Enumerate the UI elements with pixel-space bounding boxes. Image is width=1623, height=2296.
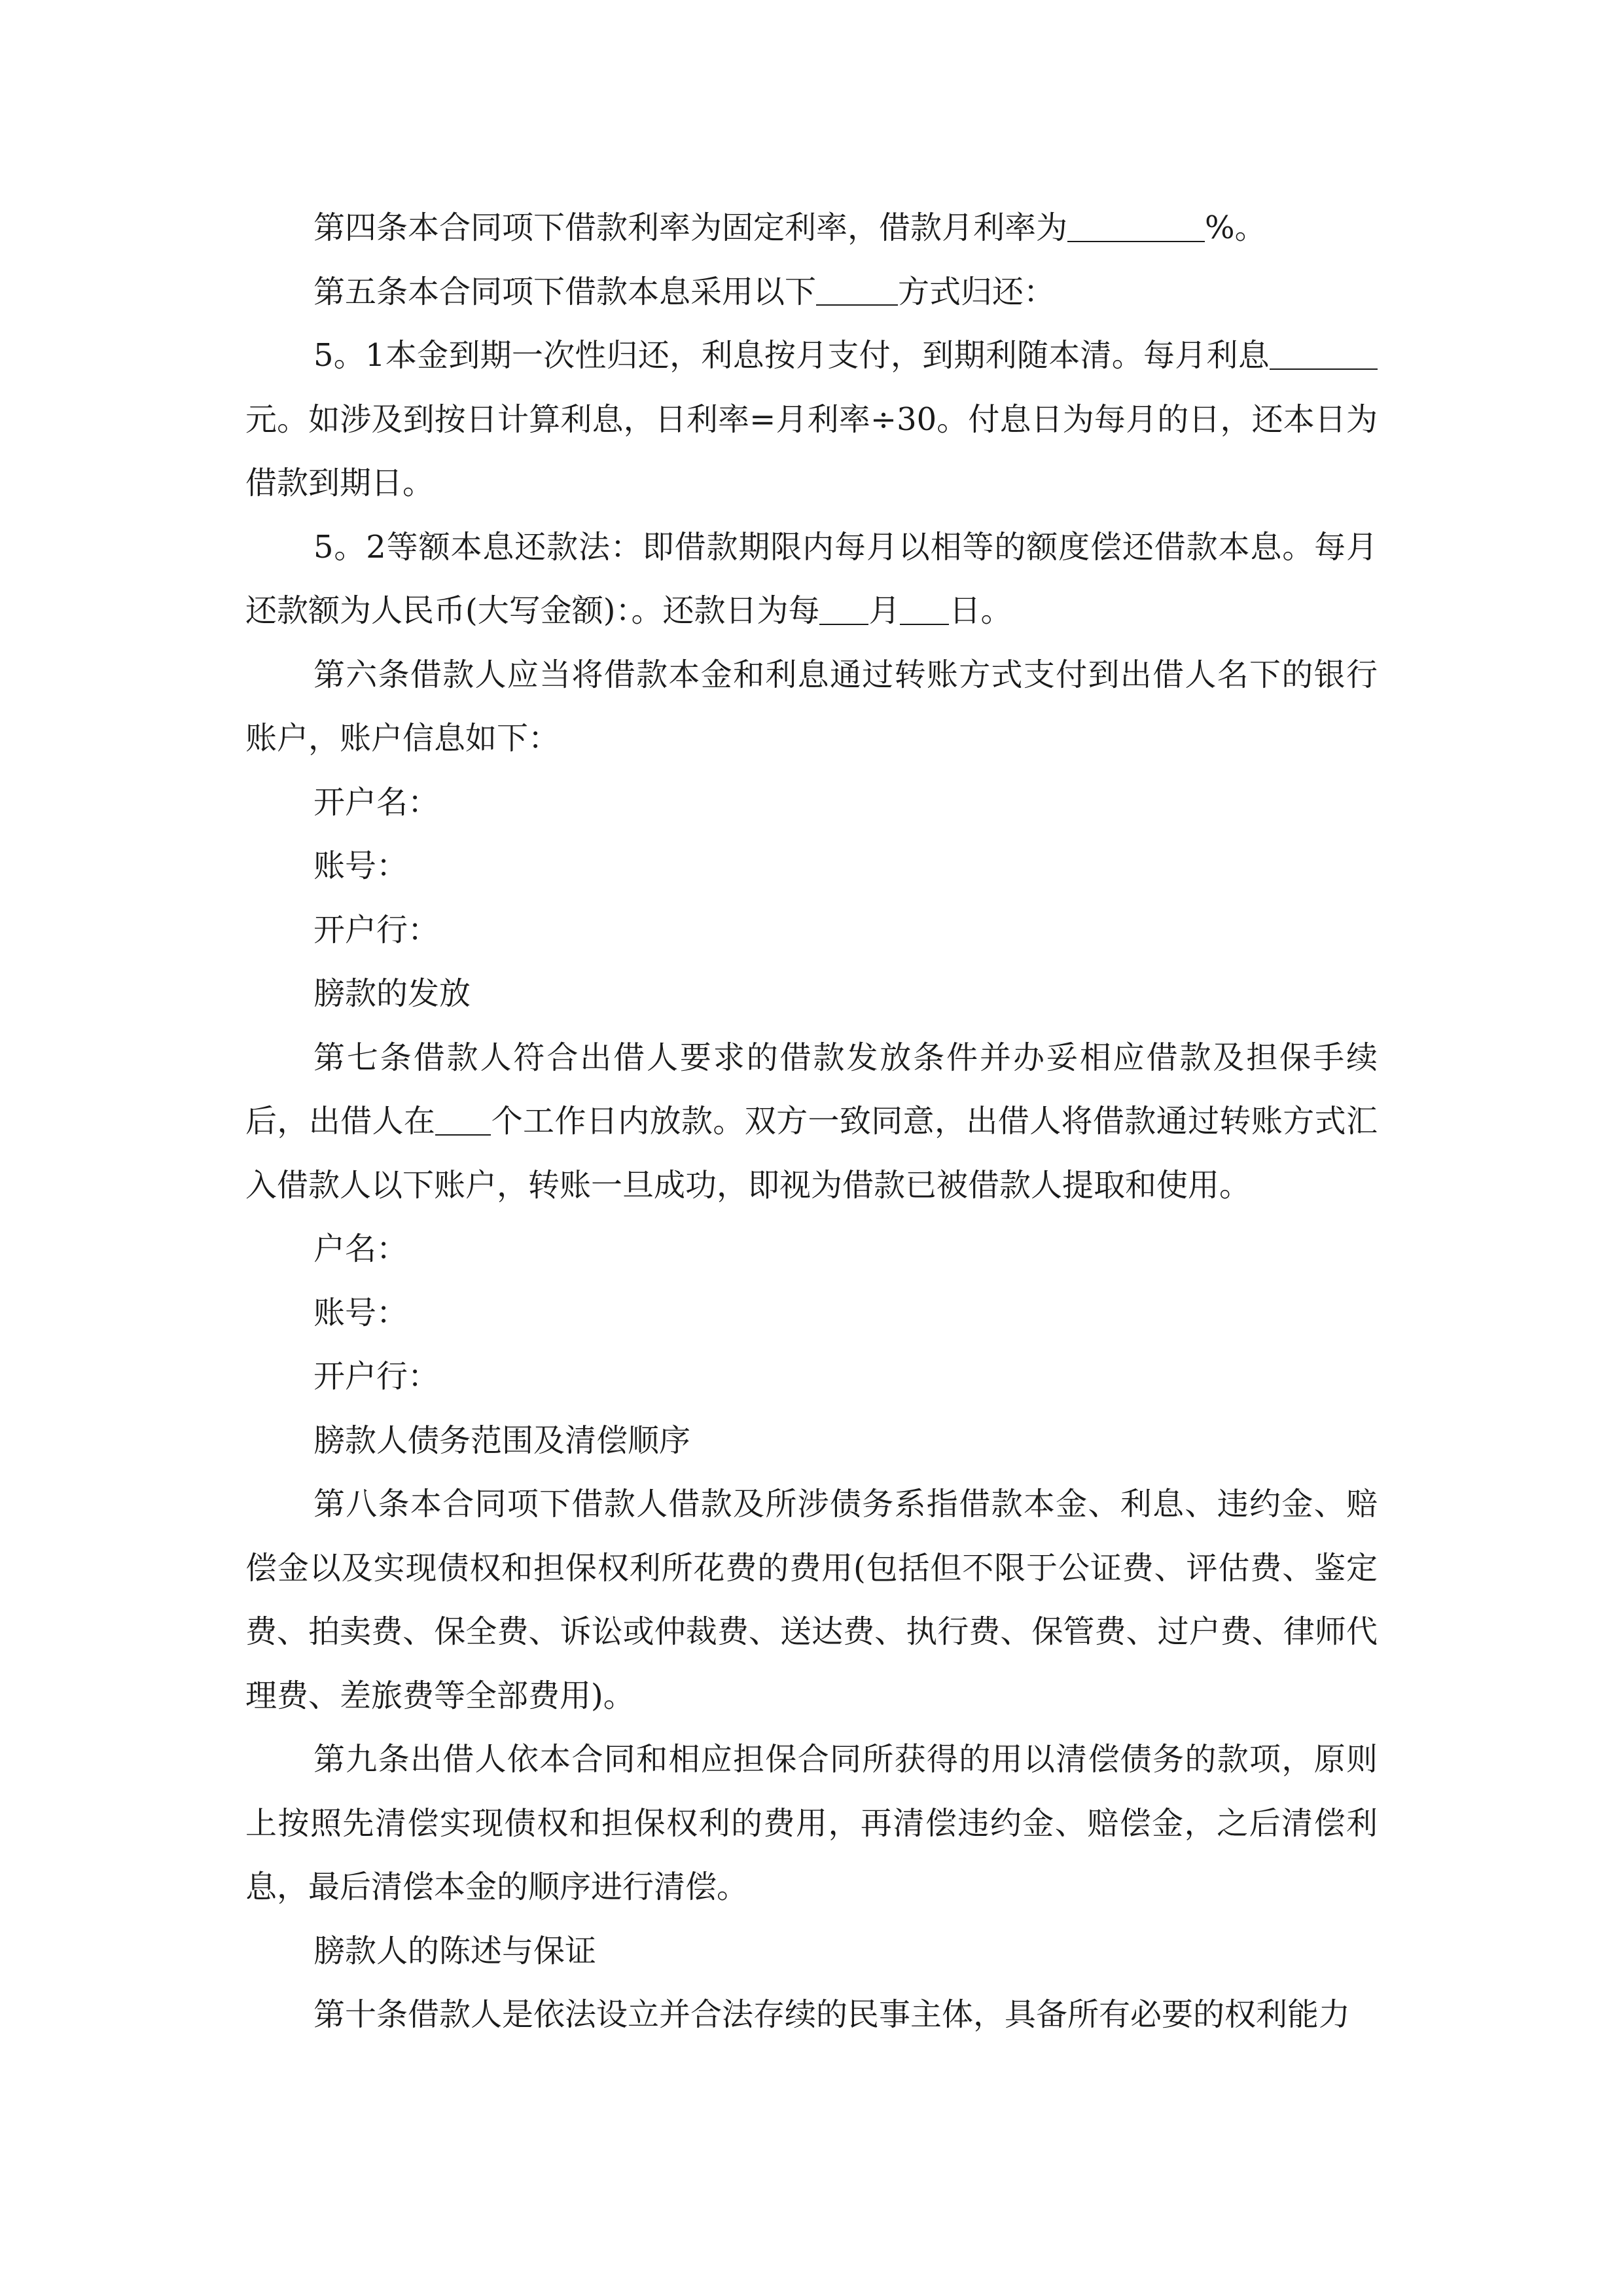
clause-5-1: 5。1本金到期一次性归还，利息按月支付，到期利随本清。每月利息元。如涉及到按日计算利息，日利率=月利率÷30。付息日为每月的日，还本日为借款到期日。 (245, 337, 1378, 501)
lender-account-number: 账号： (313, 848, 408, 884)
borrower-account-number: 账号： (313, 1294, 408, 1331)
article-6: 第六条借款人应当将借款本金和利息通过转账方式支付到出借人名下的银行账户，账户信息如下： (245, 656, 1378, 757)
article-8: 第八条本合同项下借款人借款及所涉债务系指借款本金、利息、违约金、赔偿金以及实现债权和担保权利所花费的费用(包括但不限于公证费、评估费、鉴定费、拍卖费、保全费、诉讼或仲裁费、送达费、执行费、保管费、过户费、律师代理费、差旅费等全部费用)。 (245, 1486, 1378, 1714)
blank-monthly-rate (1067, 209, 1205, 242)
section-heading-representations: 膀款人的陈述与保证 (313, 1932, 597, 1969)
blank-repay-method (816, 273, 898, 306)
blank-repay-month (819, 592, 868, 625)
lender-account-name: 开户名： (313, 783, 440, 821)
blank-monthly-interest (1270, 337, 1378, 370)
blank-working-days (435, 1103, 491, 1136)
lender-account-bank: 开户行： (313, 911, 440, 948)
borrower-account-bank: 开户行： (313, 1358, 440, 1395)
borrower-account-name: 户名： (313, 1230, 408, 1267)
article-7: 第七条借款人符合出借人要求的借款发放条件并办妥相应借款及担保手续后，出借人在 个工作日内放款。双方一致同意，出借人将借款通过转账方式汇入借款人以下账户，转账一旦成功，即视为借款已被借款人提取和使用。 (245, 1039, 1378, 1204)
section-heading-scope: 膀款人债务范围及清偿顺序 (313, 1422, 691, 1459)
blank-repay-day (900, 592, 949, 625)
contract-body (245, 196, 1378, 2047)
article-10: 第十条借款人是依法设立并合法存续的民事主体，具备所有必要的权利能力 (313, 1996, 1351, 2033)
section-heading-release: 膀款的发放 (313, 975, 471, 1012)
article-5: 第五条本合同项下借款本息采用以下 方式归还： (313, 273, 1056, 310)
article-4: 第四条本合同项下借款利率为固定利率，借款月利率为 %。 (313, 209, 1266, 246)
article-9: 第九条出借人依本合同和相应担保合同所获得的用以清偿债务的款项，原则上按照先清偿实现债权和担保权利的费用，再清偿违约金、赔偿金，之后清偿利息，最后清偿本金的顺序进行清偿。 (245, 1741, 1378, 1905)
clause-5-2: 5。2等额本息还款法：即借款期限内每月以相等的额度偿还借款本息。每月还款额为人民币(大写金额)：。还款日为每 月 日。 (245, 528, 1378, 629)
